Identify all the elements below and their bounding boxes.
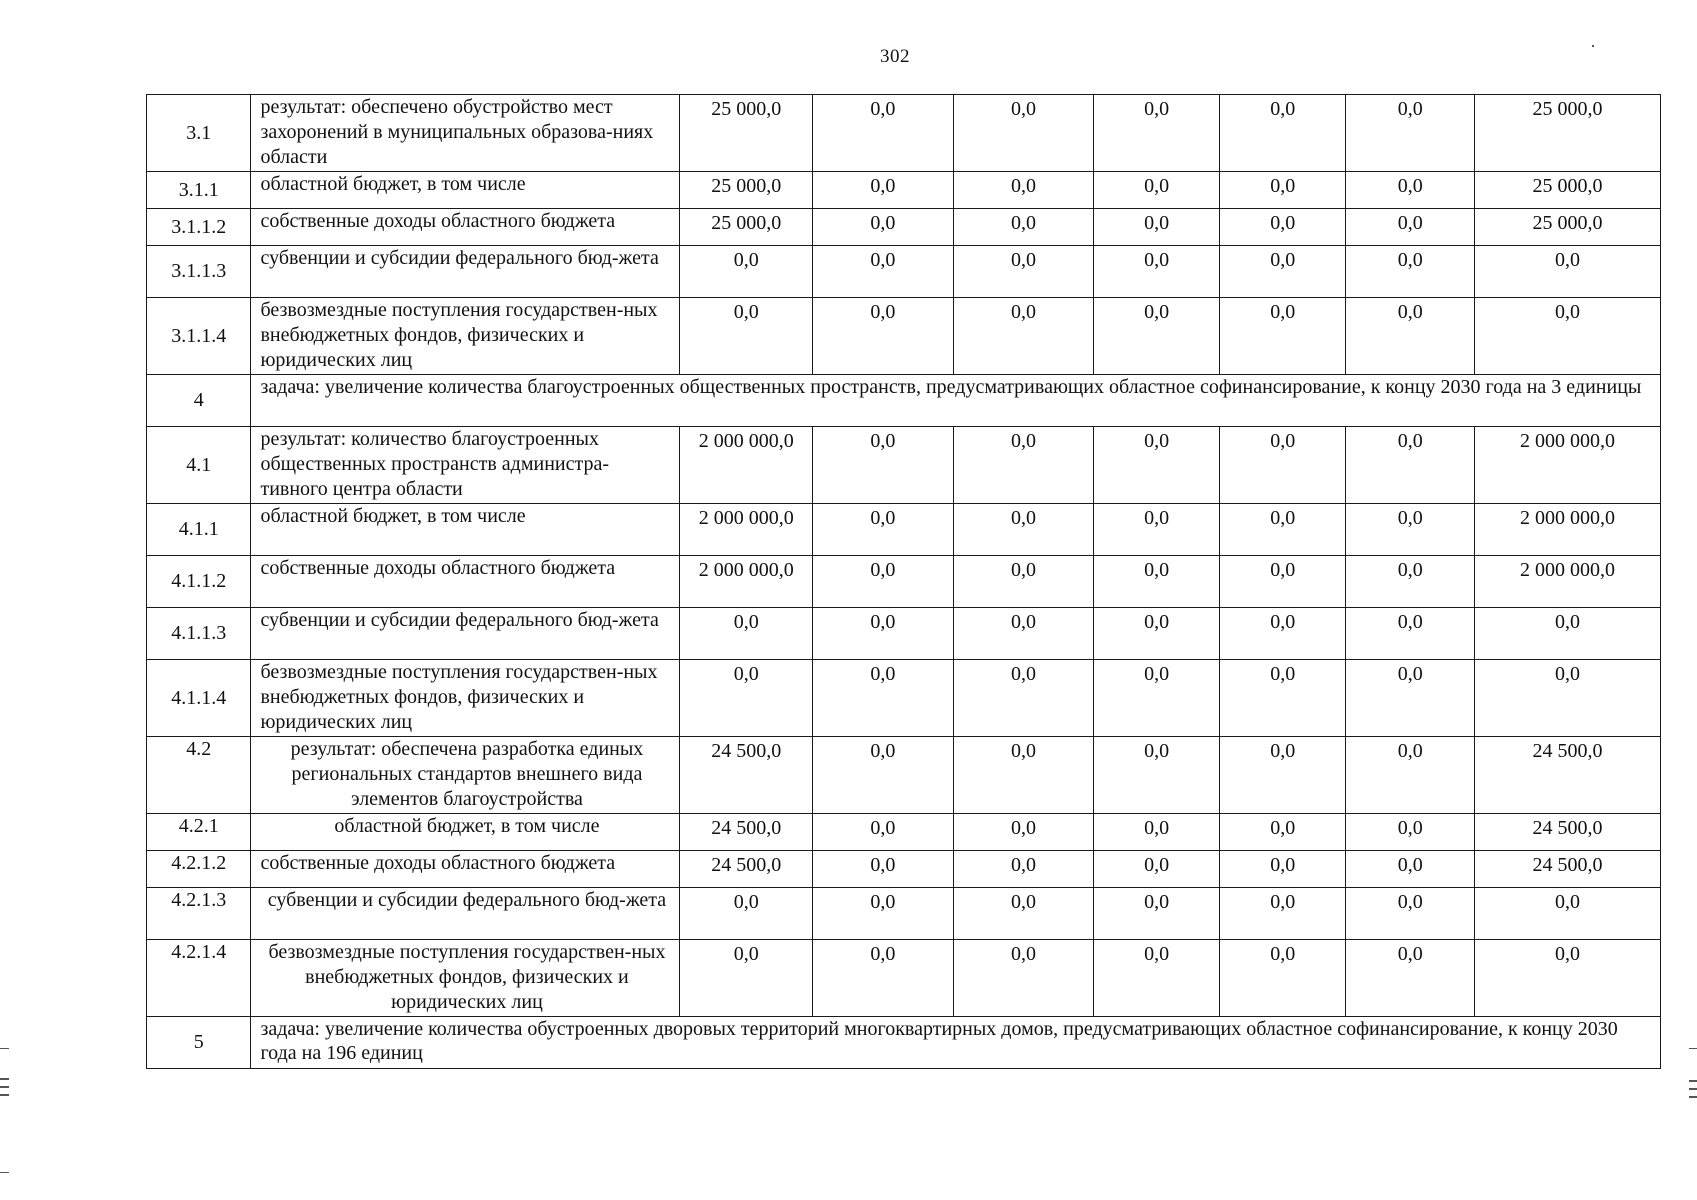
- row-description: результат: обеспечена разработка единых региональных стандартов внешнего вида элементов благоустройства: [251, 737, 680, 814]
- row-code: 4.1.1.4: [147, 660, 251, 737]
- value-cell: 25 000,0: [1475, 95, 1661, 172]
- value-cell: 0,0: [1346, 246, 1475, 298]
- table-row: [147, 851, 1661, 888]
- table-row: [147, 504, 1661, 556]
- value-cell: 0,0: [1094, 504, 1220, 556]
- table-row: [147, 737, 1661, 814]
- value-cell: 0,0: [1219, 851, 1346, 888]
- value-cell: 2 000 000,0: [680, 427, 813, 504]
- value-cell: 0,0: [1346, 172, 1475, 209]
- table-row: [147, 814, 1661, 851]
- value-cell: 0,0: [1346, 851, 1475, 888]
- scan-mark: [1689, 1080, 1697, 1082]
- value-cell: 0,0: [1475, 608, 1661, 660]
- budget-table: [146, 94, 1661, 1069]
- table-row: [147, 172, 1661, 209]
- row-description: собственные доходы областного бюджета: [251, 556, 680, 608]
- value-cell: 0,0: [1475, 940, 1661, 1017]
- value-cell: 0,0: [813, 172, 954, 209]
- value-cell: 0,0: [1094, 814, 1220, 851]
- row-code: 4: [147, 375, 251, 427]
- value-cell: 0,0: [1346, 608, 1475, 660]
- row-description: собственные доходы областного бюджета: [251, 851, 680, 888]
- task-row: [147, 375, 1661, 427]
- value-cell: 0,0: [1219, 172, 1346, 209]
- row-description: безвозмездные поступления государствен-ных внебюджетных фондов, физических и юридических лиц: [251, 940, 680, 1017]
- value-cell: 0,0: [680, 660, 813, 737]
- row-code: 5: [147, 1017, 251, 1069]
- value-cell: 0,0: [953, 851, 1094, 888]
- row-code: 4.1.1.2: [147, 556, 251, 608]
- row-description: собственные доходы областного бюджета: [251, 209, 680, 246]
- value-cell: 0,0: [1346, 940, 1475, 1017]
- value-cell: 0,0: [1346, 888, 1475, 940]
- row-code: 4.2.1: [147, 814, 251, 851]
- value-cell: 0,0: [953, 427, 1094, 504]
- task-description: задача: увеличение количества благоустроенных общественных пространств, предусматривающих областное софинансирование, к концу 2030 года на 3 единицы: [251, 375, 1661, 427]
- value-cell: 0,0: [1219, 888, 1346, 940]
- value-cell: 0,0: [953, 209, 1094, 246]
- table-body: [147, 95, 1661, 1069]
- row-code: 3.1.1.4: [147, 298, 251, 375]
- value-cell: 0,0: [1346, 209, 1475, 246]
- row-code: 3.1: [147, 95, 251, 172]
- row-description: субвенции и субсидии федерального бюд-жета: [251, 888, 680, 940]
- value-cell: 0,0: [1219, 660, 1346, 737]
- value-cell: 0,0: [813, 95, 954, 172]
- value-cell: 0,0: [813, 660, 954, 737]
- row-description: безвозмездные поступления государствен-ных внебюджетных фондов, физических и юридических лиц: [251, 660, 680, 737]
- value-cell: 0,0: [1094, 660, 1220, 737]
- value-cell: 0,0: [1219, 246, 1346, 298]
- value-cell: 0,0: [1346, 556, 1475, 608]
- value-cell: 0,0: [680, 608, 813, 660]
- value-cell: 24 500,0: [680, 737, 813, 814]
- value-cell: 0,0: [1094, 246, 1220, 298]
- value-cell: 0,0: [813, 246, 954, 298]
- row-description: областной бюджет, в том числе: [251, 814, 680, 851]
- value-cell: 0,0: [1219, 814, 1346, 851]
- value-cell: 0,0: [813, 504, 954, 556]
- table-row: [147, 298, 1661, 375]
- value-cell: 0,0: [813, 608, 954, 660]
- value-cell: 0,0: [680, 888, 813, 940]
- value-cell: 2 000 000,0: [680, 556, 813, 608]
- value-cell: 0,0: [813, 427, 954, 504]
- value-cell: 0,0: [953, 504, 1094, 556]
- row-code: 3.1.1.2: [147, 209, 251, 246]
- table-row: [147, 246, 1661, 298]
- value-cell: 0,0: [1094, 888, 1220, 940]
- value-cell: 0,0: [680, 246, 813, 298]
- value-cell: 0,0: [953, 172, 1094, 209]
- scan-mark: [0, 1086, 9, 1088]
- scan-mark: [0, 1078, 9, 1080]
- value-cell: 0,0: [1475, 246, 1661, 298]
- row-description: субвенции и субсидии федерального бюд-жета: [251, 608, 680, 660]
- row-code: 3.1.1: [147, 172, 251, 209]
- value-cell: 2 000 000,0: [1475, 556, 1661, 608]
- table-row: [147, 556, 1661, 608]
- table-row: [147, 95, 1661, 172]
- value-cell: 0,0: [1219, 427, 1346, 504]
- scan-mark: [1689, 1048, 1697, 1049]
- value-cell: 0,0: [813, 814, 954, 851]
- value-cell: 0,0: [953, 556, 1094, 608]
- value-cell: 0,0: [1094, 95, 1220, 172]
- row-description: результат: количество благоустроенных общественных пространств администра-тивного центра области: [251, 427, 680, 504]
- row-description: областной бюджет, в том числе: [251, 504, 680, 556]
- value-cell: 0,0: [953, 888, 1094, 940]
- value-cell: 0,0: [1346, 427, 1475, 504]
- value-cell: 0,0: [1219, 940, 1346, 1017]
- value-cell: 0,0: [1475, 298, 1661, 375]
- value-cell: 0,0: [1094, 427, 1220, 504]
- value-cell: 0,0: [953, 737, 1094, 814]
- value-cell: 0,0: [1346, 504, 1475, 556]
- row-code: 4.1: [147, 427, 251, 504]
- value-cell: 25 000,0: [680, 209, 813, 246]
- value-cell: 0,0: [953, 608, 1094, 660]
- scan-mark: [0, 1048, 9, 1049]
- value-cell: 0,0: [953, 660, 1094, 737]
- value-cell: 0,0: [1094, 172, 1220, 209]
- value-cell: 24 500,0: [1475, 851, 1661, 888]
- row-code: 4.2.1.4: [147, 940, 251, 1017]
- row-code: 4.1.1: [147, 504, 251, 556]
- value-cell: 0,0: [953, 298, 1094, 375]
- value-cell: 0,0: [1346, 95, 1475, 172]
- value-cell: 0,0: [813, 556, 954, 608]
- value-cell: 25 000,0: [680, 172, 813, 209]
- row-code: 4.2.1.3: [147, 888, 251, 940]
- table-row: [147, 209, 1661, 246]
- value-cell: 0,0: [813, 888, 954, 940]
- row-code: 4.2.1.2: [147, 851, 251, 888]
- value-cell: 0,0: [953, 814, 1094, 851]
- value-cell: 0,0: [1475, 660, 1661, 737]
- scan-mark: [0, 1172, 9, 1173]
- task-row: [147, 1017, 1661, 1069]
- row-code: 3.1.1.3: [147, 246, 251, 298]
- table-row: [147, 608, 1661, 660]
- value-cell: 0,0: [953, 246, 1094, 298]
- value-cell: 0,0: [1219, 504, 1346, 556]
- row-code: 4.1.1.3: [147, 608, 251, 660]
- value-cell: 0,0: [1346, 660, 1475, 737]
- value-cell: 0,0: [1346, 814, 1475, 851]
- value-cell: 0,0: [813, 298, 954, 375]
- table-row: [147, 427, 1661, 504]
- value-cell: 0,0: [1094, 851, 1220, 888]
- task-description: задача: увеличение количества обустроенных дворовых территорий многоквартирных домов, предусматривающих областное софинансирование, к концу 2030 года на 196 единиц: [251, 1017, 1661, 1069]
- row-description: безвозмездные поступления государствен-ных внебюджетных фондов, физических и юридических лиц: [251, 298, 680, 375]
- value-cell: 25 000,0: [680, 95, 813, 172]
- value-cell: 0,0: [1219, 556, 1346, 608]
- value-cell: 0,0: [1094, 209, 1220, 246]
- value-cell: 0,0: [1346, 298, 1475, 375]
- value-cell: 25 000,0: [1475, 209, 1661, 246]
- value-cell: 0,0: [1219, 737, 1346, 814]
- value-cell: 0,0: [1094, 298, 1220, 375]
- value-cell: 0,0: [680, 940, 813, 1017]
- page-number: 302: [880, 46, 910, 67]
- value-cell: 24 500,0: [680, 814, 813, 851]
- value-cell: 0,0: [1094, 737, 1220, 814]
- value-cell: 24 500,0: [1475, 814, 1661, 851]
- value-cell: 0,0: [1219, 95, 1346, 172]
- value-cell: 0,0: [813, 940, 954, 1017]
- row-description: областной бюджет, в том числе: [251, 172, 680, 209]
- value-cell: 0,0: [1346, 737, 1475, 814]
- value-cell: 0,0: [1475, 888, 1661, 940]
- scan-mark: [0, 1094, 9, 1096]
- value-cell: 2 000 000,0: [680, 504, 813, 556]
- value-cell: 24 500,0: [1475, 737, 1661, 814]
- scan-mark: [1689, 1088, 1697, 1090]
- value-cell: 2 000 000,0: [1475, 504, 1661, 556]
- value-cell: 0,0: [953, 95, 1094, 172]
- scan-mark: [1592, 45, 1594, 47]
- value-cell: 24 500,0: [680, 851, 813, 888]
- value-cell: 0,0: [1094, 608, 1220, 660]
- value-cell: 25 000,0: [1475, 172, 1661, 209]
- scan-mark: [1689, 1096, 1697, 1098]
- row-description: результат: обеспечено обустройство мест захоронений в муниципальных образова-ниях области: [251, 95, 680, 172]
- value-cell: 0,0: [1094, 940, 1220, 1017]
- table-row: [147, 660, 1661, 737]
- value-cell: 0,0: [1219, 298, 1346, 375]
- value-cell: 0,0: [1094, 556, 1220, 608]
- value-cell: 0,0: [953, 940, 1094, 1017]
- value-cell: 0,0: [680, 298, 813, 375]
- value-cell: 0,0: [813, 851, 954, 888]
- value-cell: 0,0: [1219, 608, 1346, 660]
- row-description: субвенции и субсидии федерального бюд-жета: [251, 246, 680, 298]
- value-cell: 0,0: [813, 737, 954, 814]
- value-cell: 2 000 000,0: [1475, 427, 1661, 504]
- table-row: [147, 940, 1661, 1017]
- value-cell: 0,0: [813, 209, 954, 246]
- table-row: [147, 888, 1661, 940]
- row-code: 4.2: [147, 737, 251, 814]
- value-cell: 0,0: [1219, 209, 1346, 246]
